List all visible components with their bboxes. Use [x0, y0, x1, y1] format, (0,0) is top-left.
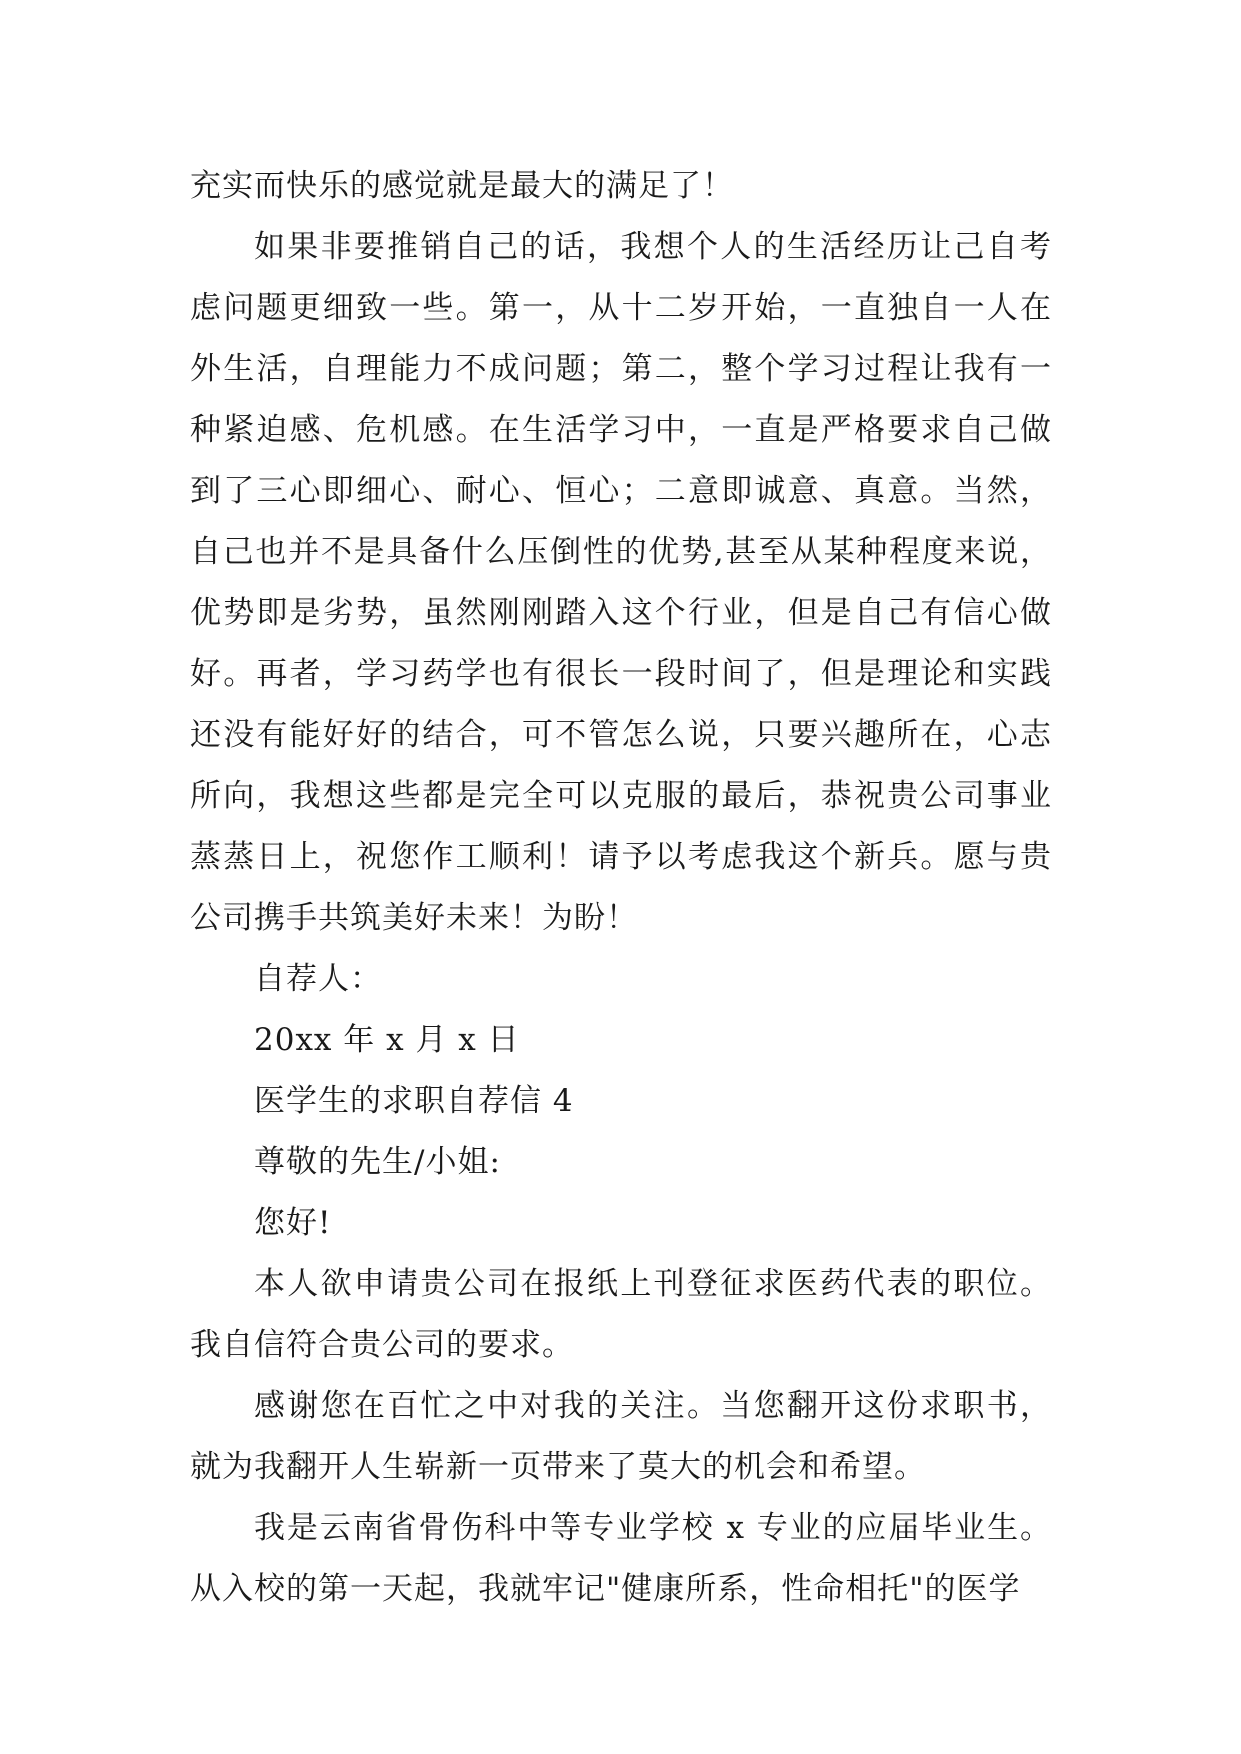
- greeting: 您好!: [254, 1205, 332, 1241]
- paragraph-2: 如果非要推销自己的话，我想个人的生活经历让己自考虑问题更细致一些。第一，从十二岁开始，一直独自一人在外生活，自理能力不成问题；第二，整个学习过程让我有一种紧迫感、危机感。在生活学习中，一直是严格要求自己做到了三心即细心、耐心、恒心；二意即诚意、真意。当然，自己也并不是具备什么压倒性的优势,甚至从某种程度来说，优势即是劣势，虽然刚刚踏入这个行业，但是自己有信心做好。再者，学习药学也有很长一段时间了，但是理论和实践还没有能好好的结合，可不管怎么说，只要兴趣所在，心志所向，我想这些都是完全可以克服的最后，恭祝贵公司事业蒸蒸日上，祝您作工顺利！请予以考虑我这个新兵。愿与贵公司携手共筑美好未来！为盼！: [190, 229, 1052, 936]
- document-body: [190, 156, 1052, 1620]
- section-title: 医学生的求职自荐信 4: [254, 1083, 574, 1119]
- paragraph-1: 充实而快乐的感觉就是最大的满足了！: [190, 168, 734, 204]
- signature-label: 自荐人：: [254, 961, 382, 997]
- salutation: 尊敬的先生/小姐:: [254, 1144, 501, 1180]
- paragraph-background: 我是云南省骨伤科中等专业学校 x 专业的应届毕业生。从入校的第一天起，我就牢记"健康所系，性命相托"的医学: [190, 1510, 1052, 1607]
- paragraph-thanks: 感谢您在百忙之中对我的关注。当您翻开这份求职书，就为我翻开人生崭新一页带来了莫大的机会和希望。: [190, 1388, 1052, 1485]
- date-line: 20xx 年 x 月 x 日: [254, 1022, 520, 1058]
- paragraph-intro: 本人欲申请贵公司在报纸上刊登征求医药代表的职位。我自信符合贵公司的要求。: [190, 1266, 1052, 1363]
